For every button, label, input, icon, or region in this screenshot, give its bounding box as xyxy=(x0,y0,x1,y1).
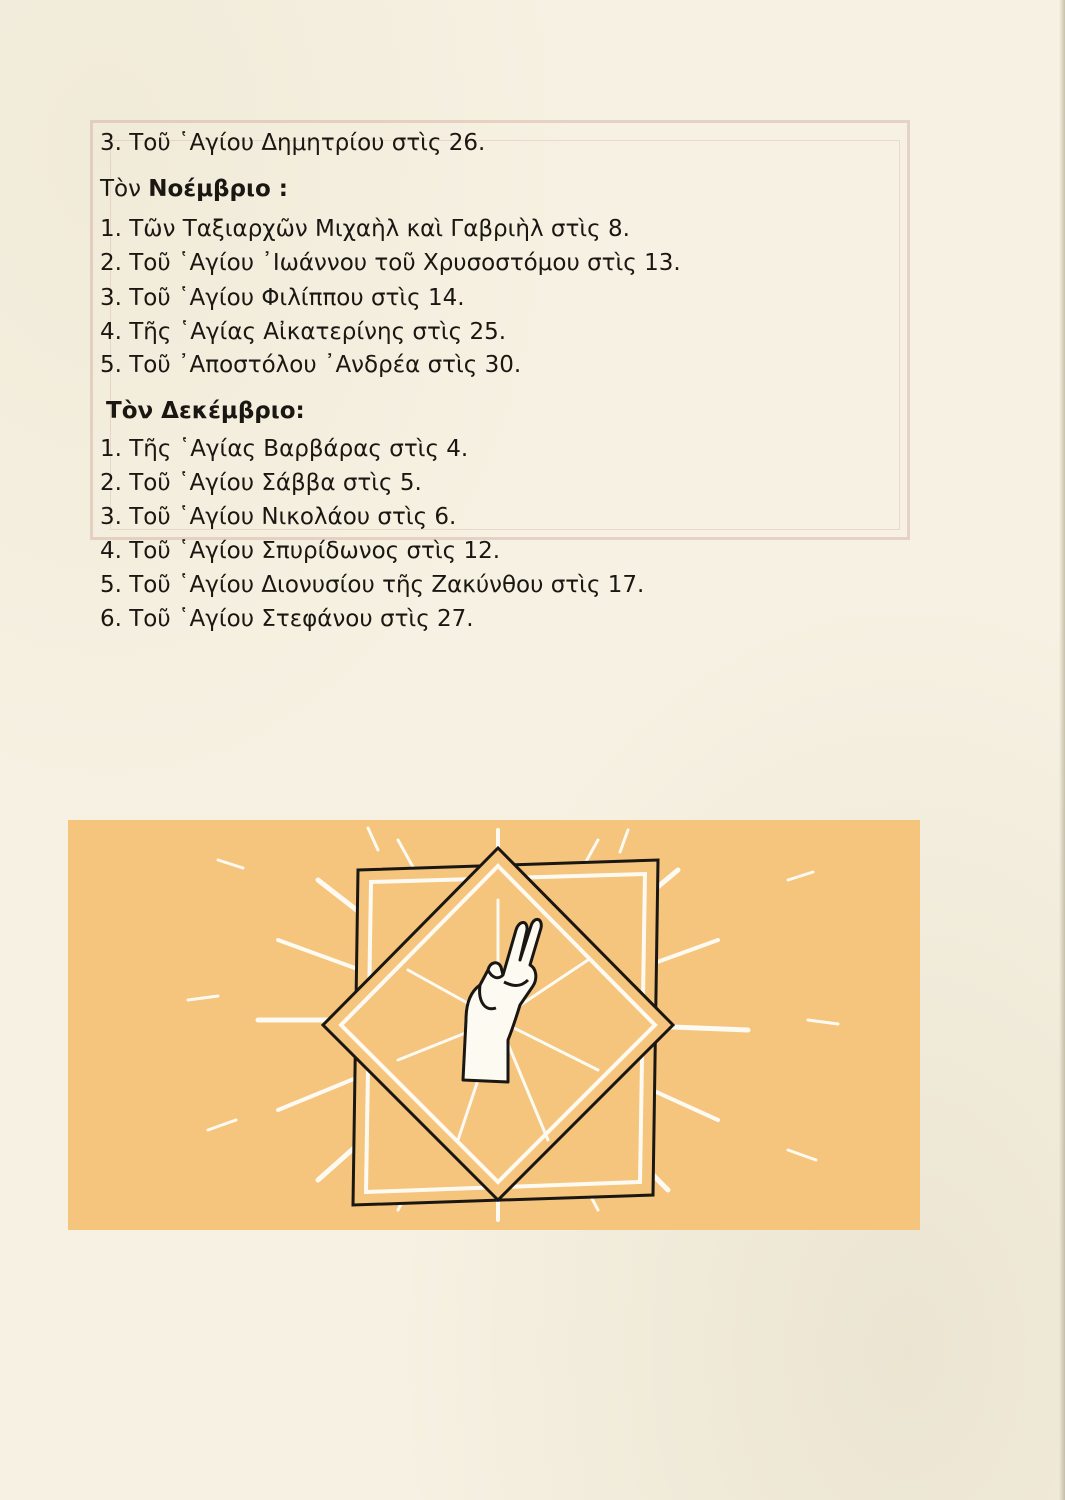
list-item-dec-1: 1. Τῆς ῾Αγίας Βαρβάρας στὶς 4. xyxy=(100,436,469,462)
month-heading-name: Νοέμβριο : xyxy=(148,176,288,202)
list-item-dec-2: 2. Τοῦ ῾Αγίου Σάββα στὶς 5. xyxy=(100,470,422,496)
month-heading-december: Τὸν Δεκέμβριο: xyxy=(106,398,305,424)
list-item-nov-3: 3. Τοῦ ῾Αγίου Φιλίππου στὶς 14. xyxy=(100,285,465,311)
list-item-dec-4: 4. Τοῦ ῾Αγίου Σπυρίδωνος στὶς 12. xyxy=(100,538,501,564)
list-item-nov-2: 2. Τοῦ ῾Αγίου ᾽Ιωάννου τοῦ Χρυσοστόμου στὶς 13. xyxy=(100,250,681,276)
month-heading-prefix: Τὸν xyxy=(100,176,149,202)
list-item-oct-3: 3. Τοῦ ῾Αγίου Δημητρίου στὶς 26. xyxy=(100,130,486,156)
page-edge xyxy=(1059,0,1065,1500)
list-item-dec-6: 6. Τοῦ ῾Αγίου Στεφάνου στὶς 27. xyxy=(100,606,474,632)
chapter-illustration xyxy=(68,820,920,1230)
blessing-hand-icon xyxy=(68,820,920,1230)
list-item-dec-5: 5. Τοῦ ῾Αγίου Διονυσίου τῆς Ζακύνθου στὶς 17. xyxy=(100,572,645,598)
list-item-nov-1: 1. Τῶν Ταξιαρχῶν Μιχαὴλ καὶ Γαβριὴλ στὶς 8. xyxy=(100,216,630,242)
month-heading-november xyxy=(100,174,288,204)
list-item-dec-3: 3. Τοῦ ῾Αγίου Νικολάου στὶς 6. xyxy=(100,504,457,530)
list-item-nov-5: 5. Τοῦ ᾽Αποστόλου ᾽Ανδρέα στὶς 30. xyxy=(100,352,522,378)
list-item-nov-4: 4. Τῆς ῾Αγίας Αἰκατερίνης στὶς 25. xyxy=(100,319,507,345)
